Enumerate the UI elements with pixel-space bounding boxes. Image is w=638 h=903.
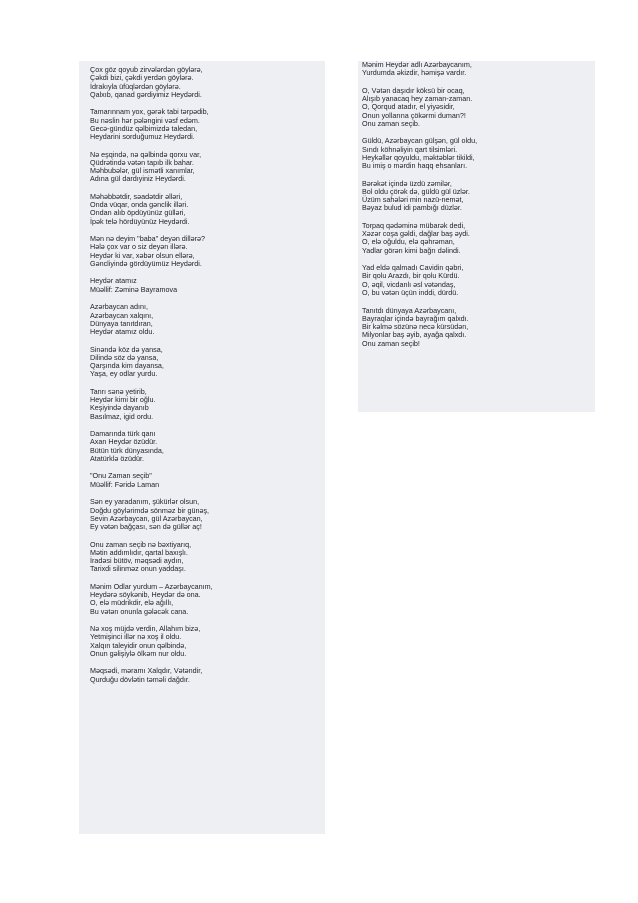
poem-line: Bir kəlmə sözünə necə kürsüdən, <box>362 322 469 332</box>
poem-stanza <box>90 667 325 684</box>
poem-line: İradəsi bütöv, məqsədi aydın, <box>90 556 184 566</box>
poem-stanza <box>362 180 595 213</box>
poem-line: Məhəbbətdir, səadətdir əlləri, <box>90 191 183 201</box>
poem-line: Bütün türk dünyasında, <box>90 445 164 455</box>
poem-stanza <box>90 541 325 574</box>
poem-stanza <box>362 87 595 128</box>
poem-column-right <box>358 61 595 412</box>
poem-line: O, elə müdrikdir, elə ağıllı, <box>90 598 174 608</box>
poem-line: Heykəllər qoyuldu, məktəblər tikildi, <box>362 152 475 162</box>
poem-line: Azərbaycan adını, <box>90 302 148 312</box>
poem-line: Məhbubələr, gül ismətli xanımlar, <box>90 166 195 176</box>
poem-line: Adına gül dardıyiniz Heydərdi. <box>90 174 186 184</box>
poem-line: Onu zaman seçib! <box>362 338 420 348</box>
poem-line: Heydərə söykənib, Heydər də ona. <box>90 590 201 600</box>
poem-line: Sən ey yaradanım, şükürlər olsun, <box>90 497 200 507</box>
poem-line: Dilində söz də yansa, <box>90 352 159 362</box>
poem-line: Heydər atamız oldu. <box>90 327 155 337</box>
poem-line: Tanıtdı dünyaya Azərbaycanı, <box>362 305 457 315</box>
poem-line: O, elə oğuldu, elə qəhrəman, <box>362 237 455 247</box>
poem-line: Azərbaycan xalqını, <box>90 310 154 320</box>
poem-line: Qüdrətində vətən tapıb ilk bahar. <box>90 157 194 167</box>
poem-line: Yurdumda əkizdir, həmişə vardır. <box>362 68 467 78</box>
poem-line: Mənim Heydər adlı Azərbaycanım, <box>362 60 472 69</box>
poem-line: Yadlar görən kimi bağrı dəlindi. <box>362 245 461 255</box>
poem-stanza <box>90 277 325 294</box>
poem-line: Onu zaman seçib nə bəxtiyarıq, <box>90 539 192 549</box>
poem-line: Yaşa, ey odlar yurdu. <box>90 369 158 379</box>
poem-line: Bu imiş o mərdin haqq ehsanları. <box>362 161 468 171</box>
poem-stanza <box>90 498 325 531</box>
poem-line: Ey vətən bağçası, sən də güllər aç! <box>90 522 202 532</box>
poem-line: Alışıb yanacaq hey zaman-zaman. <box>362 94 473 104</box>
poem-stanza <box>90 388 325 421</box>
poem-line: Sındı köhnəliyin qart tilsimləri. <box>362 144 458 154</box>
poem-line: Heydarini sorduğumuz Heydərdi. <box>90 132 195 142</box>
poem-line: Çox göz qoyub zirvələrdən göylərə, <box>90 65 203 74</box>
poem-line: Axan Heydər özüdür. <box>90 437 158 447</box>
poem-stanza <box>90 472 325 489</box>
poem-line: Müəllif: Zəminə Bayramova <box>90 284 178 294</box>
poem-line: O, əqil, vicdanlı əsl vətəndaş, <box>362 279 456 289</box>
poem-line: Yad eldə qalmadı Cavidin qəbri, <box>362 263 464 273</box>
poem-stanza <box>90 430 325 463</box>
poem-line: Tamarınnam yox, gərək tabi tərpədib, <box>90 107 209 117</box>
poem-line: Onu zaman seçib. <box>362 118 420 128</box>
poem-stanza <box>90 346 325 379</box>
poem-stanza <box>362 264 595 297</box>
poem-line: Gecə-gündüz qəlbimizdə taledan, <box>90 123 198 133</box>
poem-line: Bəyaz bulud idi pambığı düzlər. <box>362 203 462 213</box>
poem-stanza <box>362 61 595 78</box>
poem-stanza <box>90 625 325 658</box>
poem-line: Xəzər coşa gəldi, dağlar baş əydi. <box>362 229 470 239</box>
poem-stanza <box>362 137 595 170</box>
poem-line: Məqsədi, məramı Xalqdır, Vətəndir, <box>90 666 203 676</box>
poem-line: Çəkdi bizi, çəkdi yerdən göylərə. <box>90 73 194 83</box>
poem-line: Hələ çox var o siz deyən illərə. <box>90 242 188 252</box>
poem-line: O, Vətən daşıdır köksü bir ocaq, <box>362 85 465 95</box>
poem-line: Doğdu göylərimdə sönməz bir günəş, <box>90 505 210 515</box>
poem-line: Onun yollarına çökərmi duman?! <box>362 110 466 120</box>
poem-line: Torpaq qədəminə mübarək dedi, <box>362 220 466 230</box>
poem-line: Üzüm sahələri min nazü-nemət, <box>362 195 464 205</box>
poem-line: Qalxıb, qanad gərdiyimiz Heydərdi. <box>90 89 202 99</box>
poem-line: Heydər atamız <box>90 276 137 286</box>
poem-stanza <box>90 108 325 141</box>
poem-column-left <box>79 61 325 834</box>
poem-line: "Onu Zaman seçib" <box>90 471 152 481</box>
poem-line: Tarixdi silinməz onun yaddaşı. <box>90 564 186 574</box>
poem-column-right-text <box>358 61 595 348</box>
poem-line: Bol oldu çörək də, güldü gül üzlər. <box>362 186 470 196</box>
poem-line: Damarında türk qanı <box>90 429 156 439</box>
poem-line: Gəncliyində gördüyümüz Heydərdi. <box>90 258 202 268</box>
poem-line: Tanrı sənə yetirib, <box>90 386 147 396</box>
poem-stanza <box>90 303 325 336</box>
poem-line: Mətin addımlıdır, qartal baxışlı. <box>90 547 188 557</box>
poem-stanza <box>362 307 595 348</box>
poem-line: Mənim Odlar yurdum – Azərbaycanım, <box>90 581 213 591</box>
poem-stanza <box>90 235 325 268</box>
poem-line: Sevin Azərbaycan, gül Azərbaycan, <box>90 513 203 523</box>
poem-line: Xalqın taleyidir onun qəlbində, <box>90 640 187 650</box>
poem-line: Yetmişinci illər nə xoş il oldu. <box>90 632 182 642</box>
poem-line: Bir qolu Arazdı, bir qolu Kürdü. <box>362 271 460 281</box>
poem-line: Nə xoş müjdə verdin, Allahım bizə, <box>90 624 201 634</box>
poem-line: Atatürklə özüdür. <box>90 453 144 463</box>
poem-stanza <box>362 222 595 255</box>
poem-line: Bu nəslin hər pələngini vəsf edəm. <box>90 115 200 125</box>
poem-line: Milyonlar baş əyib, ayağa qalxdı. <box>362 330 467 340</box>
poem-line: Onun gəlişiylə ölkəm nur oldu. <box>90 648 187 658</box>
poem-line: Bu vətən onunla gələcək cana. <box>90 606 189 616</box>
poem-stanza <box>90 193 325 226</box>
poem-line: Sinəndə köz də yansa, <box>90 344 163 354</box>
poem-column-left-text <box>79 61 325 684</box>
poem-line: Bərəkət içində üzdü zəmilər, <box>362 178 452 188</box>
poem-line: Heydər ki var, xəbər olsun ellərə, <box>90 250 195 260</box>
poem-line: Keşiyində dayanıb <box>90 403 149 413</box>
poem-line: Basılmaz, igid ordu. <box>90 411 154 421</box>
poem-line: Dünyaya tanıtdıran, <box>90 318 153 328</box>
poem-line: Qurduğu dövlətin təməli dağdır. <box>90 674 190 684</box>
poem-line: Nə eşqində, nə qəlbində qorxu var, <box>90 149 202 159</box>
poem-line: İdrakıyla üfüqlərdən göylərə. <box>90 81 181 91</box>
poem-stanza <box>90 583 325 616</box>
poem-stanza <box>90 151 325 184</box>
poem-line: Müəllif: Fəridə Laman <box>90 479 160 489</box>
poem-line: İpək telə hördüyünüz Heydərdi. <box>90 216 190 226</box>
poem-stanza <box>90 66 325 99</box>
poem-line: O, Qorqud atadır, el yiyəsidir, <box>362 102 455 112</box>
poem-line: Mən nə deyim "baba" deyən dillərə? <box>90 234 205 244</box>
poem-line: O, bu vətən üçün inddi, dürdü. <box>362 287 459 297</box>
poem-line: Onda vüqar, onda gənclik illəri. <box>90 200 189 210</box>
poem-line: Ondan alıb öpdüyünüz gülləri, <box>90 208 186 218</box>
poem-line: Bayraqlar içində bayrağım qalxdı. <box>362 313 469 323</box>
poem-line: Heydər kimi bir oğlu. <box>90 395 156 405</box>
poem-line: Güldü, Azərbaycan gülşən, gül oldu, <box>362 136 478 146</box>
poem-line: Qarşında kim dayansa, <box>90 361 164 371</box>
